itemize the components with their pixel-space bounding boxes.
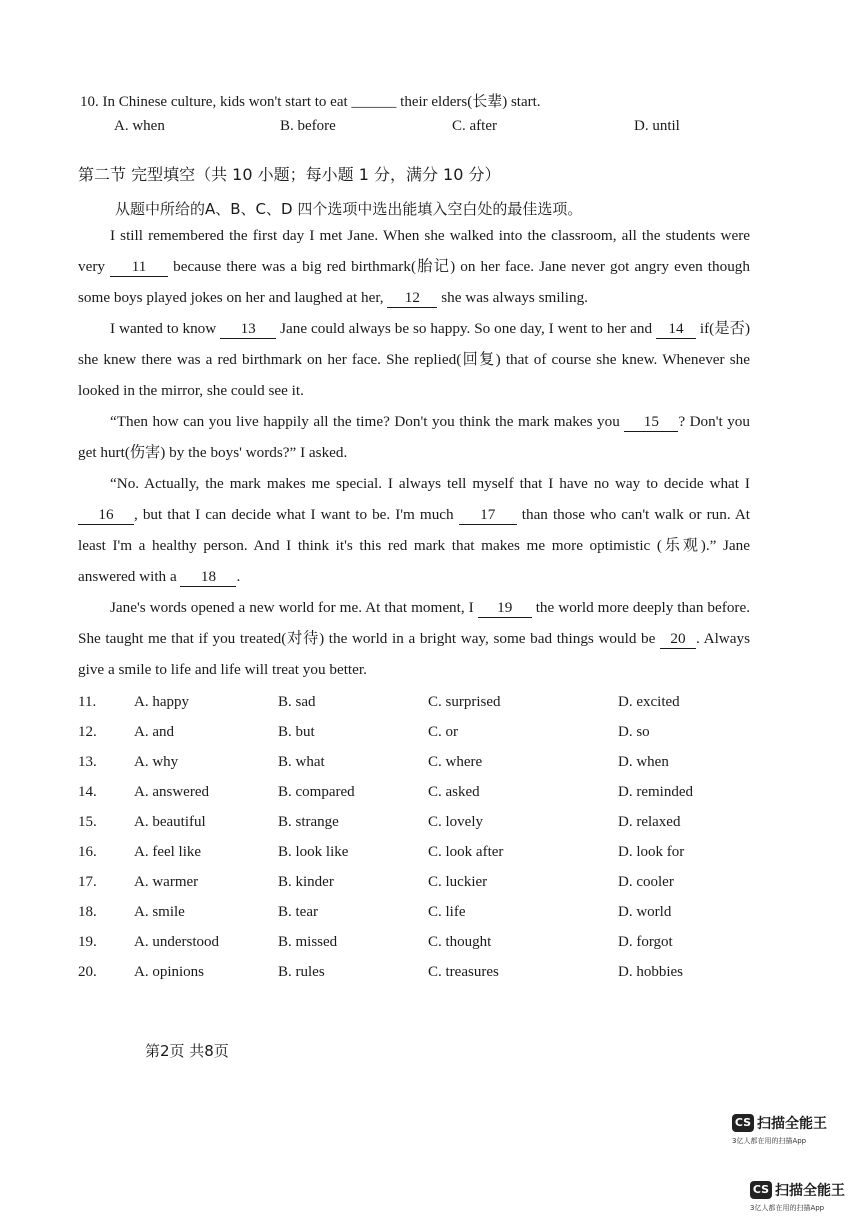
q10-option-c: C. after (452, 118, 497, 134)
passage-paragraph: “Then how can you live happily all the time? Don't you think the mark makes you 15 ? Don't you get hurt(伤害) by the boys' words?” I asked. (78, 413, 750, 461)
blank-18: 18 (180, 568, 236, 587)
option-row: 15. A. beautiful B. strange C. lovely D. relaxed (78, 814, 681, 830)
camscanner-logo-icon: CS (732, 1114, 754, 1132)
option-row: 19. A. understood B. missed C. thought D. forgot (78, 934, 673, 950)
option-row: 13. A. why B. what C. where D. when (78, 754, 669, 770)
q10-option-d: D. until (634, 118, 680, 134)
cloze-passage (78, 220, 750, 685)
passage-paragraph: “No. Actually, the mark makes me special. I always tell myself that I have no way to decide what I 16 , but that I can decide what I want to be. I'm much 17 than those who can't walk or run. At least I'm a healthy person. And I think it's this red mark that makes me more optimistic (乐观).” Jane answered with a 18 . (78, 475, 751, 585)
blank-13: 13 (220, 320, 276, 339)
passage-paragraph: I wanted to know 13 Jane could always be so happy. So one day, I went to her and 14 if(是否) she knew there was a red birthmark on her face. She replied(回复) that of course she knew. Whenever she looked in the mirror, she could see it. (78, 320, 751, 399)
option-row: 18. A. smile B. tear C. life D. world (78, 904, 672, 920)
blank-12: 12 (387, 289, 437, 308)
blank-17: 17 (459, 506, 517, 525)
blank-20: 20 (660, 630, 696, 649)
blank-16: 16 (78, 506, 134, 525)
option-row: 20. A. opinions B. rules C. treasures D. hobbies (78, 964, 683, 980)
watermark-subtitle: 3亿人都在用的扫描App (732, 1137, 807, 1145)
camscanner-logo-icon: CS (750, 1181, 772, 1199)
option-row: 11. A. happy B. sad C. surprised D. excited (78, 694, 680, 710)
watermark-name: 扫描全能王 (757, 1116, 827, 1132)
blank-19: 19 (478, 599, 532, 618)
blank-15: 15 (624, 413, 678, 432)
passage-paragraph: I still remembered the first day I met Jane. When she walked into the classroom, all the students were very 11 because there was a big red birthmark(胎记) on her face. Jane never got angry even though some boys played jokes on her and laughed at her, 12 she was always smiling. (78, 227, 750, 306)
passage-paragraph: Jane's words opened a new world for me. At that moment, I 19 the world more deeply than before. She taught me that if you treated(对待) the world in a bright way, some bad things would be 20 . Always give a smile to life and life will treat you better. (78, 599, 751, 678)
q10-option-b: B. before (280, 118, 336, 134)
option-row: 16. A. feel like B. look like C. look after D. look for (78, 844, 685, 860)
page-footer: 第2页 共8页 (145, 1042, 229, 1060)
watermark-name: 扫描全能王 (775, 1183, 845, 1199)
option-row: 12. A. and B. but C. or D. so (78, 724, 650, 740)
answer-options (78, 690, 758, 990)
blank-11: 11 (110, 258, 168, 277)
scanner-watermark (750, 1180, 845, 1213)
section-instruction: 从题中所给的A、B、C、D 四个选项中选出能填入空白处的最佳选项。 (115, 200, 583, 218)
scanner-watermark (732, 1113, 827, 1146)
option-row: 17. A. warmer B. kinder C. luckier D. cooler (78, 874, 674, 890)
option-row: 14. A. answered B. compared C. asked D. reminded (78, 784, 693, 800)
watermark-subtitle: 3亿人都在用的扫描App (750, 1204, 825, 1212)
question-10-stem: 10. In Chinese culture, kids won't start to eat ______ their elders(长辈) start. (80, 94, 541, 110)
q10-option-a: A. when (114, 118, 165, 134)
blank-14: 14 (656, 320, 696, 339)
section-title: 第二节 完型填空（共 10 小题；每小题 1 分，满分 10 分） (78, 165, 501, 184)
